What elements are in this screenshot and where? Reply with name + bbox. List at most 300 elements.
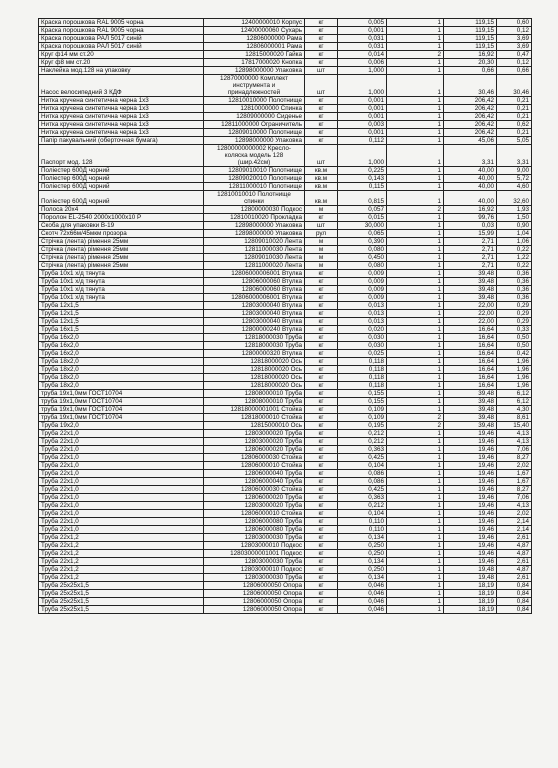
quantity-cell: 0,110 <box>338 526 387 534</box>
material-name-cell: Труба 12х1,5 <box>39 310 204 318</box>
amount-cell: 6,12 <box>497 398 532 406</box>
unit-cell: кг <box>305 137 338 145</box>
price-cell: 19,46 <box>444 542 497 550</box>
table-row <box>39 478 532 486</box>
quantity-cell: 1,000 <box>338 75 387 97</box>
price-cell: 19,48 <box>444 574 497 582</box>
count-cell: 1 <box>387 598 444 606</box>
price-cell: 16,92 <box>444 206 497 214</box>
price-cell: 206,42 <box>444 113 497 121</box>
amount-cell: 0,12 <box>497 27 532 35</box>
unit-cell: кг <box>305 286 338 294</box>
material-name-cell: Полiестер 600Д чорний <box>39 175 204 183</box>
quantity-cell: 1,000 <box>338 145 387 167</box>
unit-cell: кг <box>305 454 338 462</box>
table-row <box>39 51 532 59</box>
part-code-cell: 12818000001001 Стойка <box>204 406 305 414</box>
material-name-cell: Стрічка (лента) рімення 25мм <box>39 262 204 270</box>
part-code-line: коляска модель 128 <box>224 152 284 159</box>
price-cell: 0,66 <box>444 67 497 75</box>
quantity-cell: 0,001 <box>338 97 387 105</box>
quantity-cell: 0,005 <box>338 19 387 27</box>
unit-cell: кг <box>305 326 338 334</box>
quantity-cell: 0,046 <box>338 598 387 606</box>
price-cell: 16,92 <box>444 51 497 59</box>
price-cell: 39,48 <box>444 422 497 430</box>
count-cell: 1 <box>387 446 444 454</box>
part-code-cell <box>204 145 305 167</box>
price-cell: 39,48 <box>444 278 497 286</box>
unit-cell: кг <box>305 582 338 590</box>
amount-cell: 0,33 <box>497 326 532 334</box>
quantity-cell: 0,363 <box>338 446 387 454</box>
amount-cell: 0,50 <box>497 342 532 350</box>
price-cell: 39,48 <box>444 398 497 406</box>
material-name-cell: Краска порошкова RAL 9005 чорна <box>39 19 204 27</box>
material-name-cell: Труба 10х1 х/д тянута <box>39 278 204 286</box>
table-row <box>39 350 532 358</box>
quantity-cell: 0,031 <box>338 43 387 51</box>
unit-cell: шт <box>305 67 338 75</box>
part-code-cell: 12803000030 Труба <box>204 558 305 566</box>
quantity-cell: 30,000 <box>338 222 387 230</box>
part-code-cell: 17817000020 Кнопка <box>204 59 305 67</box>
price-cell: 15,99 <box>444 230 497 238</box>
quantity-cell: 0,155 <box>338 390 387 398</box>
price-cell: 19,46 <box>444 550 497 558</box>
unit-cell: кг <box>305 214 338 222</box>
quantity-cell: 0,425 <box>338 486 387 494</box>
table-row <box>39 206 532 214</box>
quantity-cell: 0,006 <box>338 59 387 67</box>
part-code-cell: 12898000000 Упаковка <box>204 67 305 75</box>
amount-cell: 0,84 <box>497 598 532 606</box>
price-cell: 19,46 <box>444 502 497 510</box>
count-cell: 1 <box>387 19 444 27</box>
part-code-cell: 12806000001 Рама <box>204 43 305 51</box>
count-cell: 1 <box>387 59 444 67</box>
material-name-cell: Труба 12х1,5 <box>39 318 204 326</box>
unit-cell: кг <box>305 390 338 398</box>
price-cell: 3,31 <box>444 145 497 167</box>
material-name-cell: Труба 22х1,2 <box>39 534 204 542</box>
table-row <box>39 374 532 382</box>
amount-cell: 0,90 <box>497 222 532 230</box>
material-name-cell: Труба 18х2,0 <box>39 358 204 366</box>
quantity-cell: 0,015 <box>338 214 387 222</box>
material-name-cell: Наклейка мод.128 на упаковку <box>39 67 204 75</box>
unit-cell: кг <box>305 270 338 278</box>
quantity-cell: 0,250 <box>338 566 387 574</box>
price-cell: 2,71 <box>444 262 497 270</box>
count-cell: 2 <box>387 414 444 422</box>
material-name-cell: Труба 22х1,0 <box>39 430 204 438</box>
price-cell: 40,00 <box>444 167 497 175</box>
amount-cell: 8,61 <box>497 414 532 422</box>
document-sheet <box>38 18 529 614</box>
count-cell: 1 <box>387 105 444 113</box>
count-cell: 2 <box>387 206 444 214</box>
quantity-cell: 0,143 <box>338 175 387 183</box>
count-cell: 1 <box>387 430 444 438</box>
amount-cell: 1,96 <box>497 374 532 382</box>
unit-cell: кг <box>305 502 338 510</box>
unit-cell: кг <box>305 494 338 502</box>
count-cell: 1 <box>387 454 444 462</box>
table-row <box>39 137 532 145</box>
quantity-cell: 0,118 <box>338 358 387 366</box>
count-cell: 1 <box>387 175 444 183</box>
amount-cell: 32,60 <box>497 191 532 206</box>
price-cell: 20,30 <box>444 59 497 67</box>
count-cell: 1 <box>387 191 444 206</box>
unit-cell: кг <box>305 350 338 358</box>
part-code-cell: 12806000020 Труба <box>204 446 305 454</box>
quantity-cell: 0,057 <box>338 206 387 214</box>
table-row <box>39 494 532 502</box>
count-cell: 1 <box>387 390 444 398</box>
unit-cell: кв.м <box>305 175 338 183</box>
material-name-cell: труба 19х1,0мм ГОСТ10704 <box>39 406 204 414</box>
unit-cell: кг <box>305 598 338 606</box>
price-cell: 22,00 <box>444 318 497 326</box>
unit-cell: кг <box>305 414 338 422</box>
count-cell: 1 <box>387 502 444 510</box>
unit-cell: кг <box>305 558 338 566</box>
price-cell: 206,42 <box>444 105 497 113</box>
table-row <box>39 534 532 542</box>
part-code-cell: 12806000050 Опора <box>204 598 305 606</box>
part-code-cell: 12806000050 Опора <box>204 590 305 598</box>
material-name-cell: Поролон EL-2540 2000х1000х10 Р <box>39 214 204 222</box>
unit-cell: кг <box>305 342 338 350</box>
price-cell: 18,19 <box>444 606 497 614</box>
material-name-cell: Полiестер 600Д чорний <box>39 183 204 191</box>
table-row <box>39 446 532 454</box>
table-row <box>39 59 532 67</box>
amount-cell: 5,05 <box>497 137 532 145</box>
table-row <box>39 598 532 606</box>
table-row <box>39 454 532 462</box>
quantity-cell: 0,110 <box>338 518 387 526</box>
amount-cell: 0,84 <box>497 606 532 614</box>
count-cell: 1 <box>387 582 444 590</box>
table-row <box>39 129 532 137</box>
price-cell: 19,46 <box>444 470 497 478</box>
part-code-cell: 12809010020 Лента <box>204 238 305 246</box>
count-cell: 1 <box>387 302 444 310</box>
amount-cell: 6,12 <box>497 390 532 398</box>
unit-cell: кг <box>305 518 338 526</box>
amount-cell: 0,29 <box>497 318 532 326</box>
amount-cell: 0,29 <box>497 302 532 310</box>
unit-cell: кг <box>305 398 338 406</box>
part-code-cell: 12806000080 Труба <box>204 518 305 526</box>
part-code-cell: 12818000020 Ось <box>204 382 305 390</box>
part-code-cell: 12806000040 Труба <box>204 478 305 486</box>
part-code-cell: 12806000030 Стойка <box>204 486 305 494</box>
material-name-cell: Паспорт мод. 128 <box>39 145 204 167</box>
unit-cell: кг <box>305 574 338 582</box>
part-code-cell: 12808000010 Труба <box>204 398 305 406</box>
quantity-cell: 0,009 <box>338 270 387 278</box>
part-code-cell: 12400000010 Корпус <box>204 19 305 27</box>
count-cell: 1 <box>387 542 444 550</box>
part-code-cell: 12800000240 Втулка <box>204 326 305 334</box>
price-cell: 39,48 <box>444 286 497 294</box>
count-cell: 1 <box>387 462 444 470</box>
material-name-cell: Полiестер 600Д чорний <box>39 167 204 175</box>
price-cell: 39,48 <box>444 390 497 398</box>
amount-cell: 4,87 <box>497 550 532 558</box>
part-code-cell: 12806000010 Стойка <box>204 462 305 470</box>
quantity-cell: 0,118 <box>338 374 387 382</box>
amount-cell: 1,04 <box>497 230 532 238</box>
price-cell: 39,48 <box>444 294 497 302</box>
table-row <box>39 326 532 334</box>
price-cell: 19,46 <box>444 518 497 526</box>
price-cell: 18,19 <box>444 582 497 590</box>
count-cell: 1 <box>387 167 444 175</box>
part-code-cell: 12806000000 Рама <box>204 35 305 43</box>
material-name-cell: Нитка кручена синтетична черна 1х3 <box>39 129 204 137</box>
price-cell: 39,48 <box>444 406 497 414</box>
part-code-cell: 12815000010 Ось <box>204 422 305 430</box>
amount-cell: 4,13 <box>497 438 532 446</box>
table-row <box>39 486 532 494</box>
quantity-cell: 0,118 <box>338 366 387 374</box>
count-cell: 1 <box>387 97 444 105</box>
part-code-cell: 12898000000 Упаковка <box>204 230 305 238</box>
unit-cell: кг <box>305 318 338 326</box>
table-row <box>39 542 532 550</box>
amount-cell: 2,14 <box>497 526 532 534</box>
unit-cell: кг <box>305 422 338 430</box>
amount-cell: 1,96 <box>497 382 532 390</box>
material-name-cell: Насос велосипедний 3 КДФ <box>39 75 204 97</box>
count-cell: 1 <box>387 382 444 390</box>
part-code-line: принадлежностей <box>227 89 281 96</box>
amount-cell: 0,62 <box>497 121 532 129</box>
count-cell: 1 <box>387 230 444 238</box>
amount-cell: 0,21 <box>497 105 532 113</box>
amount-cell: 2,02 <box>497 510 532 518</box>
material-name-cell: Труба 16х2,0 <box>39 334 204 342</box>
materials-table-body <box>39 19 532 614</box>
material-name-cell: Стрічка (лента) рімення 25мм <box>39 246 204 254</box>
material-name-cell: Скотч 72х66м/45мкм прозора <box>39 230 204 238</box>
material-name-cell: Краска порошкова РАЛ 5017 синій <box>39 35 204 43</box>
price-cell: 206,42 <box>444 121 497 129</box>
part-code-cell: 12818000030 Труба <box>204 334 305 342</box>
unit-cell: кг <box>305 462 338 470</box>
table-row <box>39 97 532 105</box>
quantity-cell: 0,109 <box>338 414 387 422</box>
quantity-cell: 0,450 <box>338 254 387 262</box>
count-cell: 1 <box>387 75 444 97</box>
quantity-cell: 0,425 <box>338 454 387 462</box>
quantity-cell: 0,046 <box>338 582 387 590</box>
quantity-cell: 0,046 <box>338 590 387 598</box>
material-name-cell: Труба 19х2,0 <box>39 422 204 430</box>
count-cell: 1 <box>387 183 444 191</box>
table-row <box>39 191 532 206</box>
table-row <box>39 550 532 558</box>
price-cell: 19,46 <box>444 462 497 470</box>
price-cell: 22,00 <box>444 310 497 318</box>
quantity-cell: 0,080 <box>338 246 387 254</box>
amount-cell: 5,72 <box>497 175 532 183</box>
material-name-cell: Нитка кручена синтетична черна 1х3 <box>39 105 204 113</box>
price-cell: 119,15 <box>444 43 497 51</box>
price-cell: 19,46 <box>444 510 497 518</box>
table-row <box>39 366 532 374</box>
material-name-cell: Труба 25х25х1,5 <box>39 598 204 606</box>
table-row <box>39 462 532 470</box>
quantity-cell: 0,104 <box>338 462 387 470</box>
quantity-cell: 0,250 <box>338 542 387 550</box>
amount-cell: 0,60 <box>497 19 532 27</box>
count-cell: 1 <box>387 534 444 542</box>
price-cell: 206,42 <box>444 97 497 105</box>
material-name-cell: Труба 16х1,5 <box>39 326 204 334</box>
part-code-line: 12800000000002 Кресло- <box>217 145 291 152</box>
count-cell: 1 <box>387 566 444 574</box>
quantity-cell: 0,390 <box>338 238 387 246</box>
material-name-cell: Нитка кручена синтетична черна 1х3 <box>39 113 204 121</box>
table-row <box>39 358 532 366</box>
count-cell: 1 <box>387 494 444 502</box>
count-cell: 1 <box>387 294 444 302</box>
table-row <box>39 230 532 238</box>
material-name-cell: Труба 18х2,0 <box>39 366 204 374</box>
price-cell: 18,19 <box>444 590 497 598</box>
count-cell: 1 <box>387 278 444 286</box>
amount-cell: 0,84 <box>497 582 532 590</box>
part-code-line: (шир.42см) <box>237 159 271 166</box>
count-cell: 1 <box>387 478 444 486</box>
part-code-cell: 12818000020 Ось <box>204 374 305 382</box>
quantity-cell: 0,104 <box>338 510 387 518</box>
table-row <box>39 342 532 350</box>
part-code-cell: 12810010020 Прокладка <box>204 214 305 222</box>
price-cell: 19,46 <box>444 430 497 438</box>
table-row <box>39 398 532 406</box>
material-name-cell: Труба 25х25х1,5 <box>39 606 204 614</box>
price-cell: 30,46 <box>444 75 497 97</box>
price-cell: 119,15 <box>444 27 497 35</box>
unit-cell: кг <box>305 19 338 27</box>
unit-cell: м <box>305 254 338 262</box>
unit-cell: кг <box>305 406 338 414</box>
table-row <box>39 214 532 222</box>
count-cell: 1 <box>387 574 444 582</box>
table-row <box>39 35 532 43</box>
quantity-cell: 0,250 <box>338 550 387 558</box>
quantity-cell: 0,001 <box>338 27 387 35</box>
count-cell: 1 <box>387 550 444 558</box>
count-cell: 1 <box>387 286 444 294</box>
table-row <box>39 262 532 270</box>
count-cell: 1 <box>387 246 444 254</box>
price-cell: 16,64 <box>444 374 497 382</box>
price-cell: 19,46 <box>444 486 497 494</box>
count-cell: 1 <box>387 43 444 51</box>
amount-cell: 1,67 <box>497 478 532 486</box>
price-cell: 19,46 <box>444 446 497 454</box>
unit-cell: кг <box>305 590 338 598</box>
quantity-cell: 0,003 <box>338 121 387 129</box>
unit-cell: кг <box>305 446 338 454</box>
material-name-cell: Стрічка (лента) рімення 25мм <box>39 238 204 246</box>
quantity-cell: 0,134 <box>338 534 387 542</box>
material-name-cell: Труба 22х1,2 <box>39 566 204 574</box>
unit-cell: кг <box>305 542 338 550</box>
count-cell: 1 <box>387 510 444 518</box>
part-code-cell: 12808000010 Труба <box>204 390 305 398</box>
price-cell: 119,15 <box>444 19 497 27</box>
unit-cell: м <box>305 206 338 214</box>
amount-cell: 3,69 <box>497 43 532 51</box>
unit-cell: кг <box>305 550 338 558</box>
count-cell: 1 <box>387 590 444 598</box>
material-name-cell: Труба 22х1,0 <box>39 438 204 446</box>
count-cell: 1 <box>387 406 444 414</box>
table-row <box>39 470 532 478</box>
material-name-cell: Нитка кручена синтетична черна 1х3 <box>39 121 204 129</box>
unit-cell: кг <box>305 43 338 51</box>
quantity-cell: 0,112 <box>338 137 387 145</box>
table-row <box>39 167 532 175</box>
amount-cell: 0,36 <box>497 286 532 294</box>
quantity-cell: 0,025 <box>338 350 387 358</box>
unit-cell: кг <box>305 121 338 129</box>
count-cell: 1 <box>387 326 444 334</box>
count-cell: 1 <box>387 121 444 129</box>
part-code-cell: 12800000030 Подкос <box>204 206 305 214</box>
table-row <box>39 318 532 326</box>
price-cell: 16,64 <box>444 334 497 342</box>
count-cell: 1 <box>387 113 444 121</box>
price-cell: 2,71 <box>444 254 497 262</box>
count-cell: 1 <box>387 334 444 342</box>
count-cell: 1 <box>387 238 444 246</box>
amount-cell: 8,27 <box>497 454 532 462</box>
material-name-cell: Труба 22х1,0 <box>39 470 204 478</box>
amount-cell: 4,13 <box>497 502 532 510</box>
count-cell: 1 <box>387 222 444 230</box>
unit-cell: кг <box>305 438 338 446</box>
unit-cell: кг <box>305 105 338 113</box>
count-cell: 1 <box>387 358 444 366</box>
part-code-cell: 12898000000 Упаковка <box>204 137 305 145</box>
price-cell: 16,64 <box>444 342 497 350</box>
part-code-cell: 12806000040 Труба <box>204 470 305 478</box>
unit-cell: кг <box>305 478 338 486</box>
amount-cell: 1,93 <box>497 206 532 214</box>
part-code-cell: 12809010010 Полотнище <box>204 167 305 175</box>
material-name-cell: Труба 22х1,0 <box>39 502 204 510</box>
material-name-cell: Труба 16х2,0 <box>39 342 204 350</box>
amount-cell: 2,02 <box>497 462 532 470</box>
unit-cell: м <box>305 262 338 270</box>
amount-cell: 7,06 <box>497 446 532 454</box>
amount-cell: 1,67 <box>497 470 532 478</box>
material-name-cell: Труба 22х1,0 <box>39 478 204 486</box>
count-cell: 1 <box>387 137 444 145</box>
material-name-cell: Стрічка (лента) рімення 25мм <box>39 254 204 262</box>
amount-cell: 0,22 <box>497 246 532 254</box>
